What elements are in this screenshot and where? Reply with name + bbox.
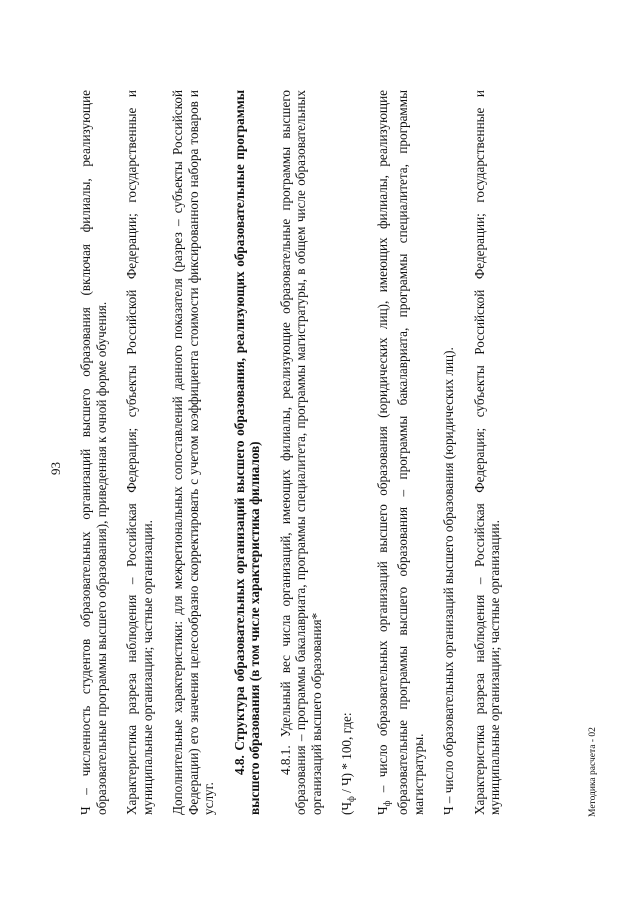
definition-symbol: Ч <box>441 806 456 815</box>
definition-ch <box>441 90 457 815</box>
document-body <box>78 90 518 815</box>
paragraph-chislennost: Ч – численность студентов образовательных организаций высшего образования (включая филиалы, реализующие образовательные программы высшего образования), приведенная к очной форме обучения. <box>78 90 109 815</box>
definition-text: – число образовательных организаций высшего образования (юридических лиц). <box>441 347 456 807</box>
definition-symbol: Ч <box>374 806 390 815</box>
formula-right: / Ч) * 100, где: <box>339 712 354 797</box>
definition-subscript: ф <box>381 800 392 807</box>
formula <box>339 90 360 815</box>
footer-label: Методика расчета - 02 <box>588 727 598 817</box>
formula-subscript: ф <box>346 796 356 803</box>
section-heading: 4.8. Структура образовательных организаций высшего образования, реализующих образовательные программы высшего образования (в том числе характеристика филиалов) <box>231 90 262 815</box>
indicator-4-8-1: 4.8.1. Удельный вес числа организаций, имеющих филиалы, реализующие образовательные программы высшего образования – программы бакалавриата, программы специалитета, программы магистратуры, в общем числе образовательных организаций высшего образования* <box>277 90 324 815</box>
definition-text: – число образовательных организаций высшего образования (юридических лиц), имеющих филиалы, реализующие образовательные программы высшего образования – программы бакалавриата, программы специалитета, программы магистратуры. <box>374 90 426 815</box>
paragraph-razrez-2: Характеристика разреза наблюдения – Российская Федерация; субъекты Российской Федерации; государственные и муниципальные организации; частные организации. <box>471 90 502 815</box>
formula-left: (Ч <box>339 802 354 815</box>
definition-ch-f <box>375 90 427 815</box>
page-number: 93 <box>48 462 63 475</box>
paragraph-dop-harakteristiki: Дополнительные характеристики: для межрегиональных сопоставлений данного показателя (разрез – субъекты Российской Федерации) его значения целесообразно скорректировать с учетом коэффициента стоимости фиксированного набора товаров и услуг. <box>170 90 216 815</box>
paragraph-razrez-1: Характеристика разреза наблюдения – Российская Федерация; субъекты Российской Федерации; государственные и муниципальные организации; частные организации. <box>124 90 155 815</box>
